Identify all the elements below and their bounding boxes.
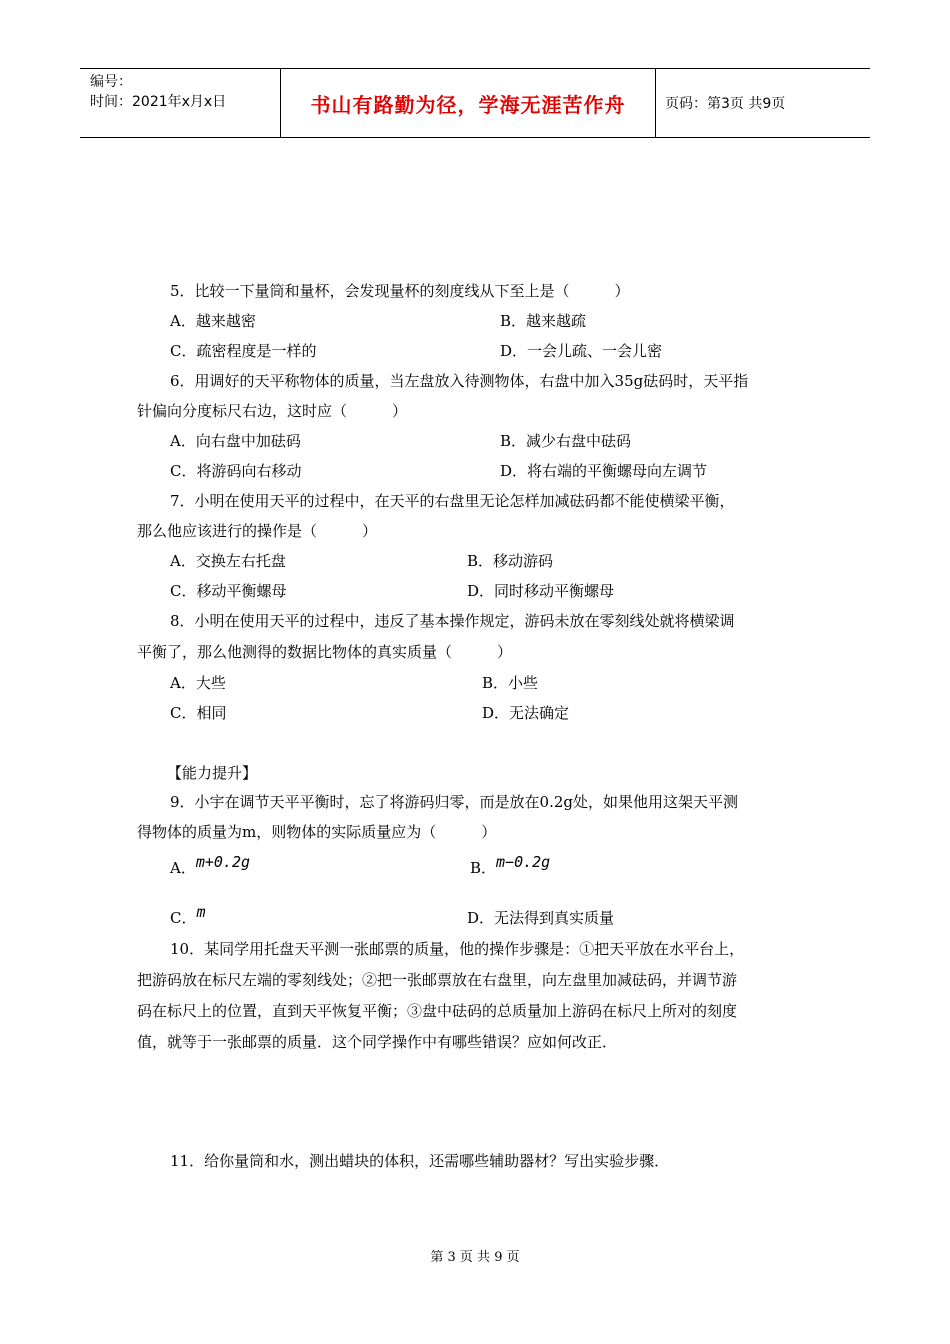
- q8-stem-line2: 平衡了，那么他测得的数据比物体的真实质量（ ）: [137, 643, 513, 661]
- q9-option-b: [470, 853, 551, 878]
- serial-label: 编号：: [90, 74, 132, 90]
- q9-option-d: D．无法得到真实质量: [467, 909, 615, 927]
- q5-option-b: B．越来越疏: [500, 312, 587, 330]
- q10-line2: 把游码放在标尺左端的零刻线处；②把一张邮票放在右盘里，向左盘里加减砝码，并调节游: [137, 971, 738, 989]
- q9-option-c-formula: m: [196, 903, 206, 921]
- q8-stem-line1: 8．小明在使用天平的过程中，违反了基本操作规定，游码未放在零刻线处就将横梁调: [170, 612, 735, 630]
- q8-option-b: B．小些: [482, 674, 539, 692]
- q9-option-a-label: A．: [170, 859, 196, 877]
- q6-option-b: B．减少右盘中砝码: [500, 432, 632, 450]
- page-footer: 第 3 页 共 9 页: [430, 1250, 520, 1265]
- header-page-cell: [655, 69, 870, 137]
- header-motto-cell: [280, 69, 656, 137]
- q7-option-a: A．交换左右托盘: [170, 552, 286, 570]
- q5-stem: 5．比较一下量筒和量杯，会发现量杯的刻度线从下至上是（ ）: [170, 282, 630, 300]
- q6-option-a: A．向右盘中加砝码: [170, 432, 301, 450]
- q6-option-d: D．将右端的平衡螺母向左调节: [500, 462, 708, 480]
- q5-option-d: D．一会儿疏、一会儿密: [500, 342, 663, 360]
- q9-option-b-label: B．: [470, 859, 497, 877]
- q7-option-d: D．同时移动平衡螺母: [467, 582, 615, 600]
- motto: 书山有路勤为径，学海无涯苦作舟: [310, 92, 626, 117]
- q7-stem-line1: 7．小明在使用天平的过程中，在天平的右盘里无论怎样加减砝码都不能使横梁平衡，: [170, 492, 735, 510]
- q9-option-a: [170, 853, 251, 878]
- q10-line1: 10．某同学用托盘天平测一张邮票的质量，他的操作步骤是：①把天平放在水平台上，: [170, 940, 745, 958]
- q7-stem-line2: 那么他应该进行的操作是（ ）: [137, 522, 378, 540]
- time-label: 时间：2021年x月x日: [90, 94, 227, 110]
- q8-option-d: D．无法确定: [482, 704, 570, 722]
- q6-option-c: C．将游码向右移动: [170, 462, 302, 480]
- q5-option-c: C．疏密程度是一样的: [170, 342, 317, 360]
- q8-option-a: A．大些: [170, 674, 226, 692]
- header-meta: [80, 69, 280, 137]
- q10-line3: 码在标尺上的位置，直到天平恢复平衡；③盘中砝码的总质量加上游码在标尺上所对的刻度: [137, 1002, 738, 1020]
- page-info: 页码：第3页 共9页: [665, 96, 786, 112]
- q10-line4: 值，就等于一张邮票的质量．这个同学操作中有哪些错误？应如何改正．: [137, 1033, 618, 1051]
- q9-option-c: [170, 903, 206, 928]
- q9-option-a-formula: m+0.2g: [195, 853, 251, 871]
- page-header: [80, 68, 870, 138]
- q9-stem-line2: 得物体的质量为m，则物体的实际质量应为（ ）: [137, 823, 497, 841]
- q9-option-b-formula: m−0.2g: [496, 853, 551, 871]
- q7-option-c: C．移动平衡螺母: [170, 582, 287, 600]
- q6-stem-line1: 6．用调好的天平称物体的质量，当左盘放入待测物体，右盘中加入35g砝码时，天平指: [170, 372, 749, 390]
- q5-option-a: A．越来越密: [170, 312, 256, 330]
- q8-option-c: C．相同: [170, 704, 227, 722]
- q6-stem-line2: 针偏向分度标尺右边，这时应（ ）: [137, 402, 408, 420]
- q7-option-b: B．移动游码: [467, 552, 554, 570]
- q9-stem-line1: 9．小宇在调节天平平衡时，忘了将游码归零，而是放在0.2g处，如果他用这架天平测: [170, 793, 739, 811]
- q9-option-c-label: C．: [170, 909, 197, 927]
- q11-line1: 11．给你量筒和水，测出蜡块的体积，还需哪些辅助器材？写出实验步骤．: [170, 1152, 670, 1170]
- section-title: 【能力提升】: [167, 764, 258, 782]
